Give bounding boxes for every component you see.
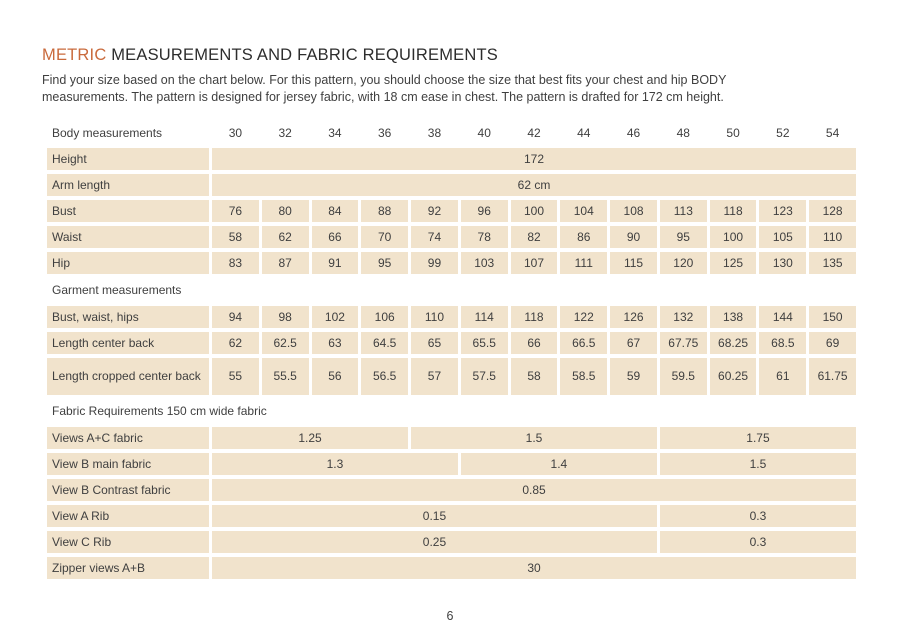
value-cell: 106: [361, 306, 408, 328]
size-column-header: 36: [378, 125, 392, 140]
section-header: Garment measurements: [52, 282, 182, 297]
value-cell: 68.25: [710, 332, 757, 354]
value-cell: 1.5: [411, 427, 657, 449]
value-cell: 135: [809, 252, 856, 274]
row-label: Height: [47, 148, 209, 170]
size-column-header: 50: [726, 125, 740, 140]
value-cell: 113: [660, 200, 707, 222]
value-cell: 110: [411, 306, 458, 328]
value-cell: 74: [411, 226, 458, 248]
value-cell: 108: [610, 200, 657, 222]
value-cell: 66.5: [560, 332, 607, 354]
value-cell: 87: [262, 252, 309, 274]
page-title: [42, 46, 856, 65]
value-cell: 67.75: [660, 332, 707, 354]
value-cell: 95: [361, 252, 408, 274]
page-title-rest: MEASUREMENTS AND FABRIC REQUIREMENTS: [106, 46, 498, 64]
intro-line-1: Find your size based on the chart below. For this pattern, you should choose the size that best fits your chest and hip BODY: [42, 73, 727, 87]
value-cell: 61: [759, 358, 806, 395]
value-cell: 62.5: [262, 332, 309, 354]
value-cell: 80: [262, 200, 309, 222]
page-title-accent: METRIC: [42, 46, 107, 64]
intro-line-2: measurements. The pattern is designed for jersey fabric, with 18 cm ease in chest. The pattern is drafted for 172 cm height.: [42, 90, 724, 104]
value-cell: 61.75: [809, 358, 856, 395]
value-cell: 83: [212, 252, 259, 274]
value-cell: 76: [212, 200, 259, 222]
size-column-header: 54: [825, 125, 840, 140]
size-column-header: 30: [228, 125, 243, 140]
value-cell: 67: [610, 332, 657, 354]
value-cell: 102: [312, 306, 359, 328]
value-cell: 82: [511, 226, 558, 248]
value-cell: 1.4: [461, 453, 657, 475]
size-column-header: 34: [328, 125, 342, 140]
value-cell: 94: [212, 306, 259, 328]
size-column-header: 42: [527, 125, 541, 140]
row-label: View C Rib: [47, 531, 209, 553]
row-label: Length center back: [47, 332, 209, 354]
value-cell: 132: [660, 306, 707, 328]
size-column-header: 48: [676, 125, 690, 140]
value-cell: 59: [610, 358, 657, 395]
value-cell: 1.5: [660, 453, 856, 475]
value-cell: 105: [759, 226, 806, 248]
value-cell: 120: [660, 252, 707, 274]
value-cell: 55.5: [262, 358, 309, 395]
value-cell: 92: [411, 200, 458, 222]
row-label: View B main fabric: [47, 453, 209, 475]
value-cell: 62: [262, 226, 309, 248]
value-cell: 144: [759, 306, 806, 328]
value-cell: 69: [809, 332, 856, 354]
value-cell: 70: [361, 226, 408, 248]
value-cell: 78: [461, 226, 508, 248]
value-cell: 118: [511, 306, 558, 328]
intro-paragraph: [42, 72, 856, 106]
value-cell: 130: [759, 252, 806, 274]
value-cell: 99: [411, 252, 458, 274]
size-column-header: 38: [427, 125, 442, 140]
value-cell: 65: [411, 332, 458, 354]
row-label: View A Rib: [47, 505, 209, 527]
value-cell: 0.3: [660, 531, 856, 553]
value-cell: 56.5: [361, 358, 408, 395]
size-column-header: 44: [577, 125, 591, 140]
value-cell: 62 cm: [212, 174, 856, 196]
size-column-header: 32: [278, 125, 292, 140]
value-cell: 63: [312, 332, 359, 354]
value-cell: 172: [212, 148, 856, 170]
size-column-header: 52: [776, 125, 790, 140]
value-cell: 66: [511, 332, 558, 354]
row-label: Views A+C fabric: [47, 427, 209, 449]
value-cell: 55: [212, 358, 259, 395]
value-cell: 64.5: [361, 332, 408, 354]
value-cell: 103: [461, 252, 508, 274]
row-label: Zipper views A+B: [47, 557, 209, 579]
value-cell: 59.5: [660, 358, 707, 395]
section-header: Fabric Requirements 150 cm wide fabric: [52, 403, 267, 418]
value-cell: 58.5: [560, 358, 607, 395]
value-cell: 60.25: [710, 358, 757, 395]
value-cell: 88: [361, 200, 408, 222]
value-cell: 0.3: [660, 505, 856, 527]
value-cell: 1.25: [212, 427, 408, 449]
value-cell: 123: [759, 200, 806, 222]
size-column-header: 46: [626, 125, 641, 140]
value-cell: 86: [560, 226, 607, 248]
value-cell: 122: [560, 306, 607, 328]
row-label: Arm length: [47, 174, 209, 196]
value-cell: 107: [511, 252, 558, 274]
value-cell: 150: [809, 306, 856, 328]
value-cell: 100: [511, 200, 558, 222]
value-cell: 111: [560, 252, 607, 274]
row-label: View B Contrast fabric: [47, 479, 209, 501]
value-cell: 96: [461, 200, 508, 222]
row-label: Bust, waist, hips: [47, 306, 209, 328]
value-cell: 128: [809, 200, 856, 222]
value-cell: 1.75: [660, 427, 856, 449]
value-cell: 0.15: [212, 505, 657, 527]
row-label: Waist: [47, 226, 209, 248]
value-cell: 56: [312, 358, 359, 395]
page-number: 6: [446, 609, 454, 623]
value-cell: 100: [710, 226, 757, 248]
value-cell: 58: [511, 358, 558, 395]
row-label: Bust: [47, 200, 209, 222]
value-cell: 90: [610, 226, 657, 248]
value-cell: 115: [610, 252, 657, 274]
column-header-label: Body measurements: [52, 125, 163, 140]
value-cell: 138: [710, 306, 757, 328]
value-cell: 62: [212, 332, 259, 354]
value-cell: 95: [660, 226, 707, 248]
value-cell: 114: [461, 306, 508, 328]
value-cell: 58: [212, 226, 259, 248]
value-cell: 118: [710, 200, 757, 222]
value-cell: 91: [312, 252, 359, 274]
value-cell: 66: [312, 226, 359, 248]
value-cell: 57: [411, 358, 458, 395]
value-cell: 30: [212, 557, 856, 579]
value-cell: 68.5: [759, 332, 806, 354]
measurement-table: [47, 122, 856, 579]
row-label: Hip: [47, 252, 209, 274]
value-cell: 65.5: [461, 332, 508, 354]
value-cell: 98: [262, 306, 309, 328]
value-cell: 104: [560, 200, 607, 222]
value-cell: 0.85: [212, 479, 856, 501]
value-cell: 1.3: [212, 453, 458, 475]
value-cell: 84: [312, 200, 359, 222]
row-label: Length cropped center back: [47, 358, 209, 395]
value-cell: 57.5: [461, 358, 508, 395]
value-cell: 0.25: [212, 531, 657, 553]
size-column-header: 40: [477, 125, 491, 140]
value-cell: 125: [710, 252, 757, 274]
value-cell: 126: [610, 306, 657, 328]
value-cell: 110: [809, 226, 856, 248]
